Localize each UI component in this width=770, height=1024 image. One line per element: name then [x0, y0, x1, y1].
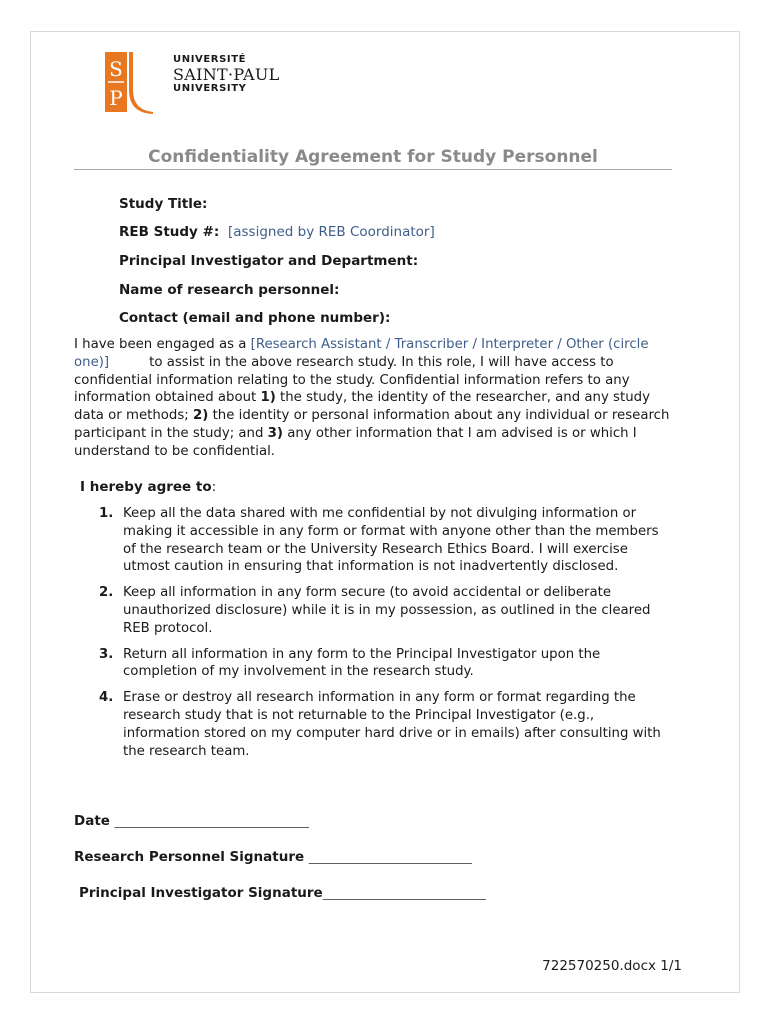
agreement-item	[99, 689, 674, 760]
reb-study-label: REB Study #:	[119, 224, 220, 240]
logo-monogram-p: P	[109, 86, 123, 110]
contact-field	[119, 310, 390, 326]
personnel-signature-blank[interactable]: __________________________	[308, 849, 472, 865]
personnel-name-field	[119, 282, 339, 298]
intro-paragraph	[74, 336, 674, 461]
agreement-item	[99, 505, 674, 576]
agree-heading-text: I hereby agree to	[80, 479, 212, 495]
agreement-item-text: Erase or destroy all research information in any form or format regarding the research study that is not returnable to the Principal Investigator (e.g., information stored on my computer hard drive or in emails) after consulting with the research team.	[123, 690, 661, 759]
intro-text-4: the identity or personal information about any individual or research participant in the study; and	[74, 408, 670, 441]
intro-num-1: 1)	[260, 390, 276, 406]
reb-study-placeholder: [assigned by REB Coordinator]	[227, 224, 435, 240]
agree-heading-colon: :	[211, 479, 217, 495]
agreement-item-text: Keep all information in any form secure (to avoid accidental or deliberate unauthorized disclosure) while it is in my possession, as outlined in the cleared REB protocol.	[123, 585, 651, 636]
intro-text-5: any other information that I am advised is or which I understand to be confidential.	[74, 425, 637, 459]
pi-signature-blank[interactable]: __________________________	[322, 885, 486, 901]
document-footer: 722570250.docx 1/1	[542, 958, 682, 974]
agreement-item-text: Keep all the data shared with me confidential by not divulging information or making it accessible in any form or format with anyone other than the members of the research team or the University Research Ethics Board. I will exercise utmost caution in ensuring that information is not inadvertently disclosed.	[123, 506, 659, 575]
intro-text-2: to assist in the above research study. In this role, I will have access to confidential information relating to the study. Confidential information refers to any information obtained about	[74, 354, 630, 406]
agreement-item-number: 4.	[99, 690, 114, 706]
pi-signature-line	[79, 885, 485, 901]
agree-heading	[80, 479, 216, 495]
agreement-item-number: 2.	[99, 585, 114, 601]
study-title-label: Study Title:	[119, 196, 208, 212]
personnel-name-label: Name of research personnel:	[119, 282, 340, 298]
reb-study-field	[119, 224, 435, 240]
agreement-item-text: Return all information in any form to the Principal Investigator upon the completion of my involvement in the research study.	[123, 646, 601, 680]
intro-num-3: 3)	[267, 425, 283, 441]
personnel-signature-line	[74, 849, 471, 865]
agreement-list	[99, 505, 674, 768]
date-label: Date	[74, 813, 110, 829]
study-title-field	[119, 196, 207, 212]
intro-num-2: 2)	[193, 408, 209, 424]
logo-line-universite: UNIVERSITÉ	[173, 54, 247, 65]
pi-department-field	[119, 253, 418, 269]
contact-label: Contact (email and phone number):	[119, 310, 391, 326]
date-blank[interactable]: _______________________________	[114, 813, 309, 829]
document-title: Confidentiality Agreement for Study Personnel	[74, 147, 672, 170]
personnel-signature-label: Research Personnel Signature	[74, 849, 305, 865]
agreement-item	[99, 646, 674, 682]
intro-text-3: the study, the identity of the researcher, and any study data or methods;	[74, 390, 650, 424]
agreement-item-number: 1.	[99, 506, 114, 521]
logo-monogram-s: S	[109, 57, 123, 81]
intro-text-1: I have been engaged as a	[74, 337, 251, 352]
agreement-item-number: 3.	[99, 646, 114, 662]
agreement-item	[99, 584, 674, 637]
pi-department-label: Principal Investigator and Department:	[119, 253, 419, 269]
logo-arc	[129, 52, 153, 114]
pi-signature-label: Principal Investigator Signature	[79, 885, 323, 901]
date-signature-line	[74, 813, 308, 829]
logo-line-saint-paul: SAINT·PAUL	[173, 64, 280, 84]
logo-line-university: UNIVERSITY	[173, 83, 247, 95]
logo-wordmark	[173, 55, 280, 95]
role-options: [Research Assistant / Transcriber / Interpreter / Other (circle one)]	[74, 337, 649, 370]
